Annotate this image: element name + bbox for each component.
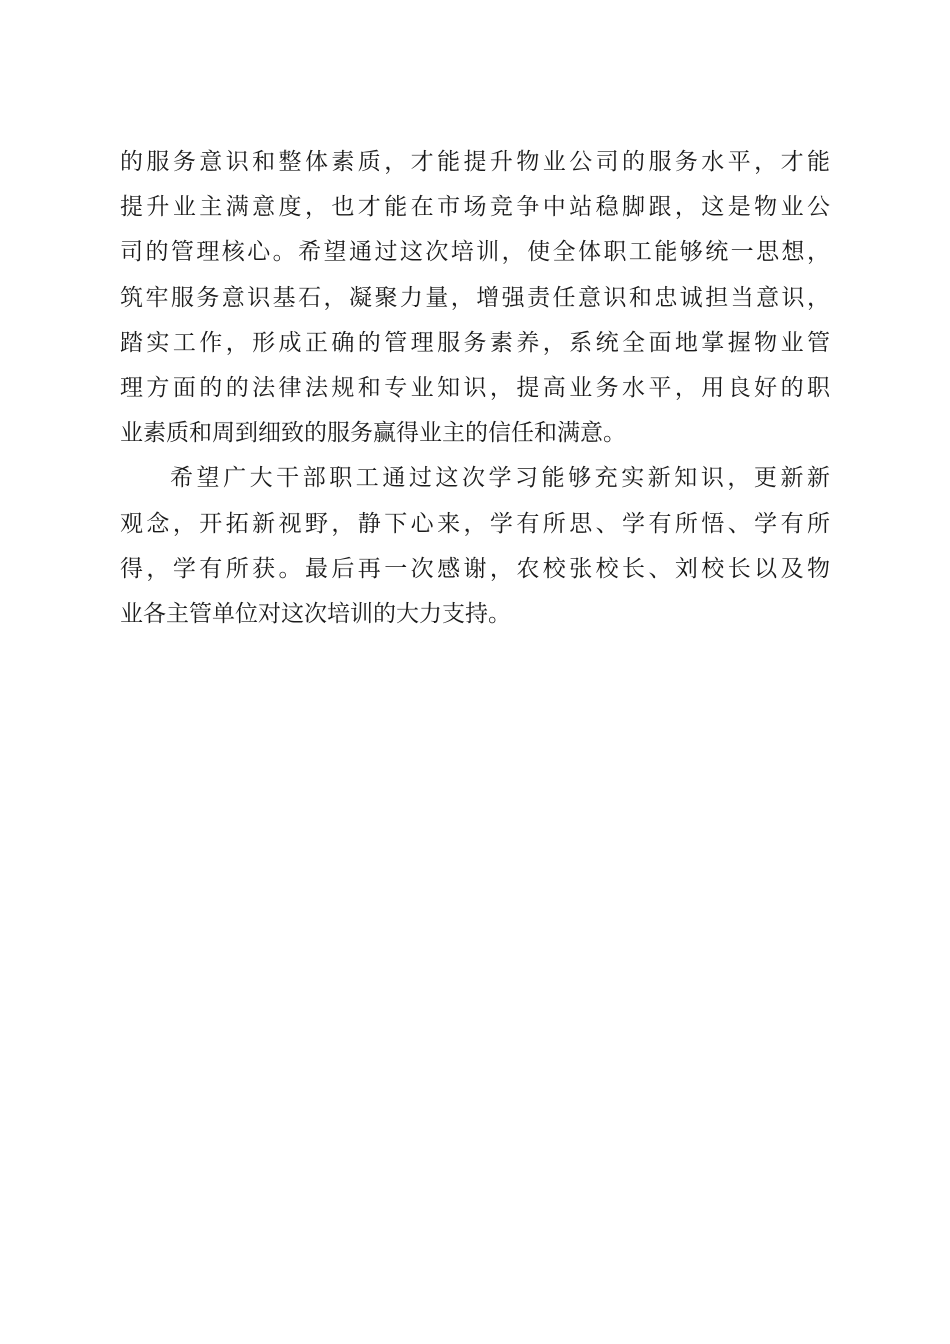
text-line: 司的管理核心。希望通过这次培训，使全体职工能够统一思想， bbox=[120, 239, 830, 266]
text-line: 业各主管单位对这次培训的大力支持。 bbox=[120, 601, 511, 628]
text-line: 提升业主满意度，也才能在市场竞争中站稳脚跟，这是物业公 bbox=[120, 194, 830, 221]
text-line: 踏实工作，形成正确的管理服务素养，系统全面地掌握物业管 bbox=[120, 329, 830, 356]
paragraph-closing-thanks bbox=[120, 456, 830, 637]
document-page bbox=[120, 140, 830, 637]
text-line: 得，学有所获。最后再一次感谢，农校张校长、刘校长以及物 bbox=[120, 555, 830, 582]
text-line: 筑牢服务意识基石，凝聚力量，增强责任意识和忠诚担当意识， bbox=[120, 284, 830, 311]
paragraph-training-purpose bbox=[120, 140, 830, 456]
text-line: 观念，开拓新视野，静下心来，学有所思、学有所悟、学有所 bbox=[120, 510, 830, 537]
text-line: 业素质和周到细致的服务赢得业主的信任和满意。 bbox=[120, 420, 626, 447]
text-line: 理方面的的法律法规和专业知识，提高业务水平，用良好的职 bbox=[120, 375, 830, 402]
text-line: 的服务意识和整体素质，才能提升物业公司的服务水平，才能 bbox=[120, 149, 830, 175]
text-line: 希望广大干部职工通过这次学习能够充实新知识，更新新 bbox=[170, 465, 830, 492]
